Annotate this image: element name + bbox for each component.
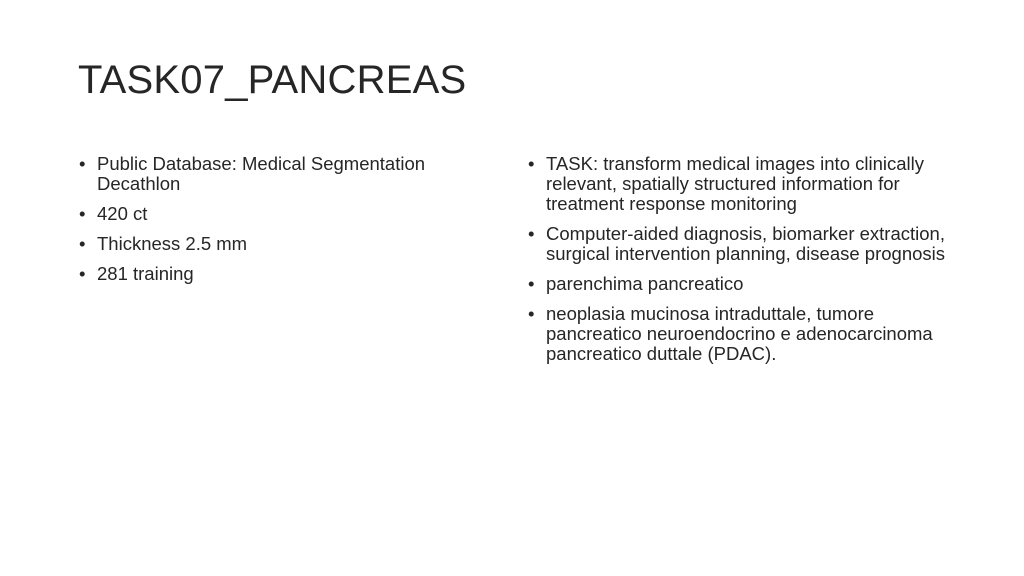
right-list-item-text: TASK: transform medical images into clinically relevant, spatially structured information for treatment response monitoring — [546, 153, 925, 214]
bullet-icon: • — [79, 153, 86, 174]
left-list-item — [78, 264, 488, 284]
right-list-item — [527, 274, 957, 294]
bullet-icon: • — [528, 303, 535, 324]
right-list-item-text: parenchima pancreatico — [546, 273, 744, 294]
left-list-item-text: Public Database: Medical Segmentation Decathlon — [97, 153, 426, 194]
right-list-item — [527, 224, 957, 264]
left-list-item-text: 420 ct — [97, 203, 148, 224]
bullet-icon: • — [528, 223, 535, 244]
left-list-item — [78, 234, 488, 254]
left-list-item-text: 281 training — [97, 263, 194, 284]
right-list-item — [527, 304, 957, 364]
bullet-icon: • — [528, 153, 535, 174]
left-bullet-list — [78, 154, 488, 294]
bullet-icon: • — [79, 233, 86, 254]
right-bullet-list — [527, 154, 957, 374]
right-list-item-text: Computer-aided diagnosis, biomarker extraction, surgical intervention planning, disease prognosis — [546, 223, 946, 264]
left-list-item — [78, 204, 488, 224]
bullet-icon: • — [79, 263, 86, 284]
left-list-item — [78, 154, 488, 194]
slide-title: TASK07_PANCREAS — [78, 58, 467, 102]
left-list-item-text: Thickness 2.5 mm — [97, 233, 248, 254]
right-list-item — [527, 154, 957, 214]
bullet-icon: • — [528, 273, 535, 294]
bullet-icon: • — [79, 203, 86, 224]
right-list-item-text: neoplasia mucinosa intraduttale, tumore pancreatico neuroendocrino e adenocarcinoma pancreatico duttale (PDAC). — [546, 303, 933, 364]
